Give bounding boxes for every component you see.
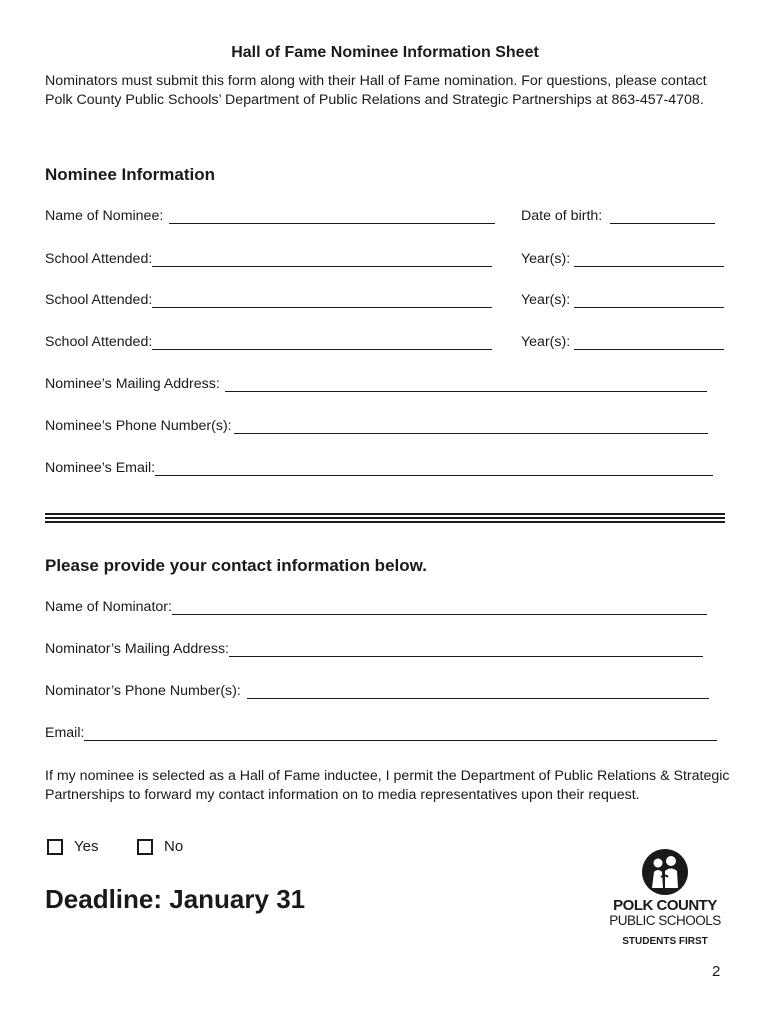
deadline-text: Deadline: January 31: [45, 884, 306, 914]
years-label-1: Year(s):: [521, 251, 571, 267]
school-field-3[interactable]: [152, 333, 492, 350]
nominator-name-field[interactable]: [172, 598, 707, 615]
dob-row: [521, 207, 715, 224]
years-row-3: [521, 333, 724, 350]
yes-label: Yes: [74, 838, 99, 855]
nominee-name-field[interactable]: [169, 207, 495, 224]
school-row-2: [45, 291, 492, 308]
nominee-name-label: Name of Nominee:: [45, 208, 164, 224]
years-field-2[interactable]: [574, 291, 724, 308]
no-label: No: [164, 838, 184, 855]
nominee-name-row: [45, 207, 495, 224]
polk-county-logo: [600, 848, 730, 947]
nominee-phone-row: [45, 417, 708, 434]
school-field-1[interactable]: [152, 250, 492, 267]
dob-label: Date of birth:: [521, 208, 603, 224]
nominator-phone-label: Nominator’s Phone Number(s):: [45, 683, 241, 699]
yes-option[interactable]: [47, 838, 98, 855]
school-row-3: [45, 333, 492, 350]
nominator-address-field[interactable]: [229, 640, 703, 657]
school-emblem-icon: [641, 848, 689, 896]
nominee-email-label: Nominee’s Email:: [45, 460, 156, 476]
school-field-2[interactable]: [152, 291, 492, 308]
logo-line-county: POLK COUNTY: [613, 897, 717, 914]
yes-checkbox[interactable]: [47, 839, 63, 855]
nominator-email-field[interactable]: [84, 724, 717, 741]
nominator-section-heading: Please provide your contact information below.: [45, 556, 427, 575]
years-row-2: [521, 291, 724, 308]
years-field-1[interactable]: [574, 250, 724, 267]
no-checkbox[interactable]: [137, 839, 153, 855]
no-option[interactable]: [137, 838, 183, 855]
school-row-1: [45, 250, 492, 267]
nominator-name-row: [45, 598, 707, 615]
form-title: Hall of Fame Nominee Information Sheet: [231, 44, 539, 61]
years-label-2: Year(s):: [521, 292, 571, 308]
nominator-email-label: Email:: [45, 725, 85, 741]
school-label-2: School Attended:: [45, 292, 153, 308]
nominator-email-row: [45, 724, 717, 741]
nominee-phone-label: Nominee’s Phone Number(s):: [45, 418, 232, 434]
school-label-1: School Attended:: [45, 251, 153, 267]
years-field-3[interactable]: [574, 333, 724, 350]
nominee-address-row: [45, 375, 707, 392]
logo-tagline: STUDENTS FIRST: [622, 936, 708, 947]
dob-field[interactable]: [610, 207, 715, 224]
nominee-address-label: Nominee’s Mailing Address:: [45, 376, 220, 392]
nominator-phone-row: [45, 682, 709, 699]
school-label-3: School Attended:: [45, 334, 153, 350]
nominee-section-heading: Nominee Information: [45, 165, 216, 184]
nominee-email-row: [45, 459, 713, 476]
years-row-1: [521, 250, 724, 267]
years-label-3: Year(s):: [521, 334, 571, 350]
nominee-email-field[interactable]: [155, 459, 713, 476]
nominator-name-label: Name of Nominator:: [45, 599, 172, 615]
intro-text: Nominators must submit this form along with their Hall of Fame nomination. For questions, please contact Polk County Public Schools’ Department of Public Relations and Strategic Partnerships at 863-457-4708.: [45, 73, 707, 108]
nominator-address-row: [45, 640, 703, 657]
consent-text: If my nominee is selected as a Hall of Fame inductee, I permit the Department of Public Relations & Strategic Partnerships to forward my contact information on to media representatives upon their request.: [45, 768, 730, 803]
nominee-phone-field[interactable]: [234, 417, 708, 434]
logo-line-schools: PUBLIC SCHOOLS: [609, 913, 721, 928]
nominee-address-field[interactable]: [225, 375, 707, 392]
nominator-address-label: Nominator’s Mailing Address:: [45, 641, 229, 657]
page-number: 2: [712, 963, 721, 980]
nominator-phone-field[interactable]: [247, 682, 709, 699]
section-divider: [45, 513, 725, 523]
